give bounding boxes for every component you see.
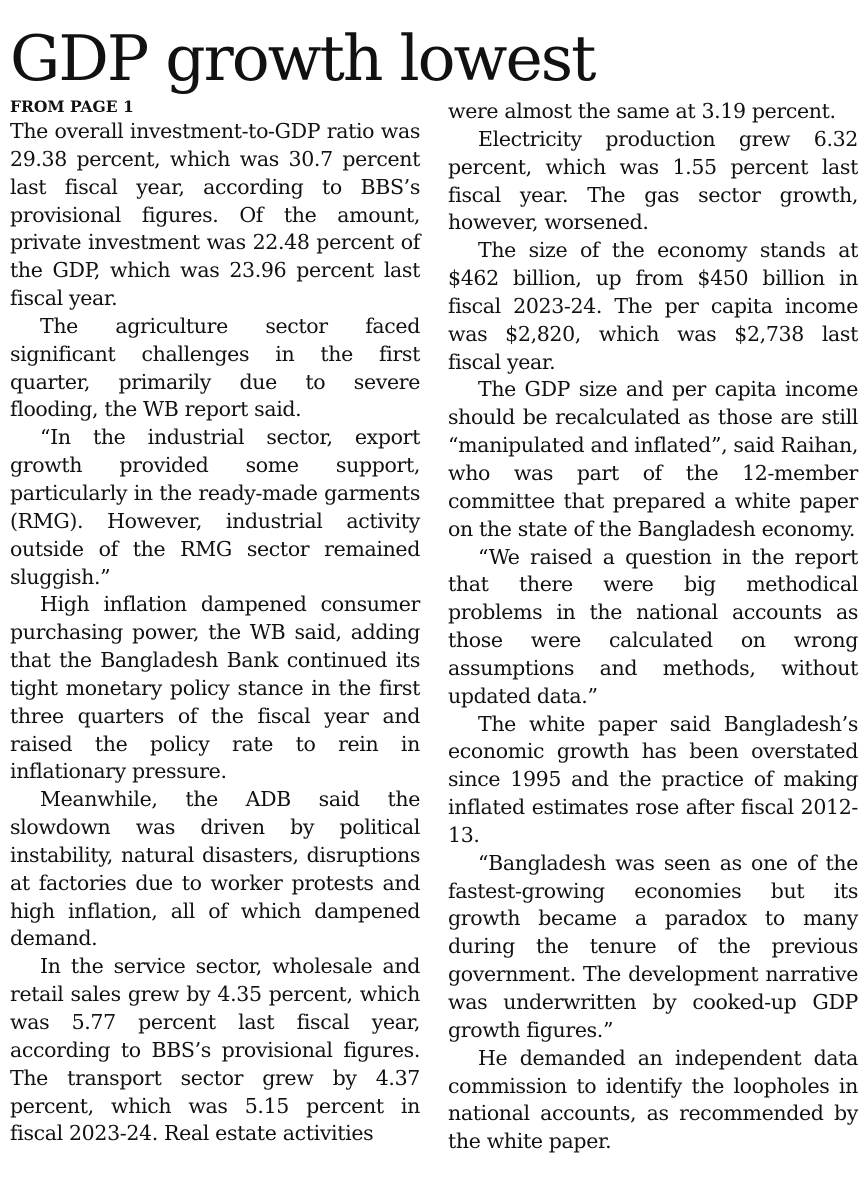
paragraph: He demanded an independent data commission to identify the loopholes in national accounts, as recommended by the white paper. xyxy=(448,1045,858,1154)
paragraph: The GDP size and per capita income should be recalculated as those are still “manipulated and inflated”, said Raihan, who was part of the 12-member committee that prepared a white paper on the state of the Bangladesh economy. xyxy=(448,377,858,541)
paragraph: The overall investment-to-GDP ratio was 29.38 percent, which was 30.7 percent last fiscal year, according to BBS’s provisional figures. Of the amount, private investment was 22.48 percent of the GDP, which was 23.96 percent last fiscal year. xyxy=(10,119,420,311)
paragraph: High inflation dampened consumer purchasing power, the WB said, adding that the Bangladesh Bank continued its tight monetary policy stance in the first three quarters of the fiscal year and raised the policy rate to rein in inflationary pressure. xyxy=(10,592,420,784)
paragraph: In the service sector, wholesale and retail sales grew by 4.35 percent, which was 5.77 percent last fiscal year, according to BBS’s provisional figures. The transport sector grew by 4.37 percent, which was 5.15 percent in fiscal 2023-24. Real estate activities xyxy=(10,954,420,1146)
paragraph: were almost the same at 3.19 percent. xyxy=(448,99,836,123)
paragraph: Electricity production grew 6.32 percent, which was 1.55 percent last fiscal year. The gas sector growth, however, worsened. xyxy=(448,126,858,235)
left-column xyxy=(10,118,420,1148)
paragraph: “Bangladesh was seen as one of the fastest-growing economies but its growth became a paradox to many during the tenure of the previous government. The development narrative was underwritten by cooked-up GDP growth figures.” xyxy=(448,850,858,1042)
right-column xyxy=(448,98,858,1156)
paragraph: The white paper said Bangladesh’s economic growth has been overstated since 1995 and the practice of making inflated estimates rose after fiscal 2012-13. xyxy=(448,711,858,847)
paragraph: “We raised a question in the report that there were big methodical problems in the national accounts as those were calculated on wrong assumptions and methods, without updated data.” xyxy=(448,544,858,708)
paragraph: “In the industrial sector, export growth provided some support, particularly in the ready-made garments (RMG). However, industrial activity outside of the RMG sector remained sluggish.” xyxy=(10,425,420,589)
paragraph: Meanwhile, the ADB said the slowdown was driven by political instability, natural disasters, disruptions at factories due to worker protests and high inflation, all of which dampened demand. xyxy=(10,787,420,951)
paragraph: The agriculture sector faced significant challenges in the first quarter, primarily due to severe flooding, the WB report said. xyxy=(10,313,420,422)
continuation-kicker: FROM PAGE 1 xyxy=(10,97,134,116)
headline: GDP growth lowest xyxy=(10,22,595,95)
paragraph: The size of the economy stands at $462 billion, up from $450 billion in fiscal 2023-24. The per capita income was $2,820, which was $2,738 last fiscal year. xyxy=(448,238,858,374)
